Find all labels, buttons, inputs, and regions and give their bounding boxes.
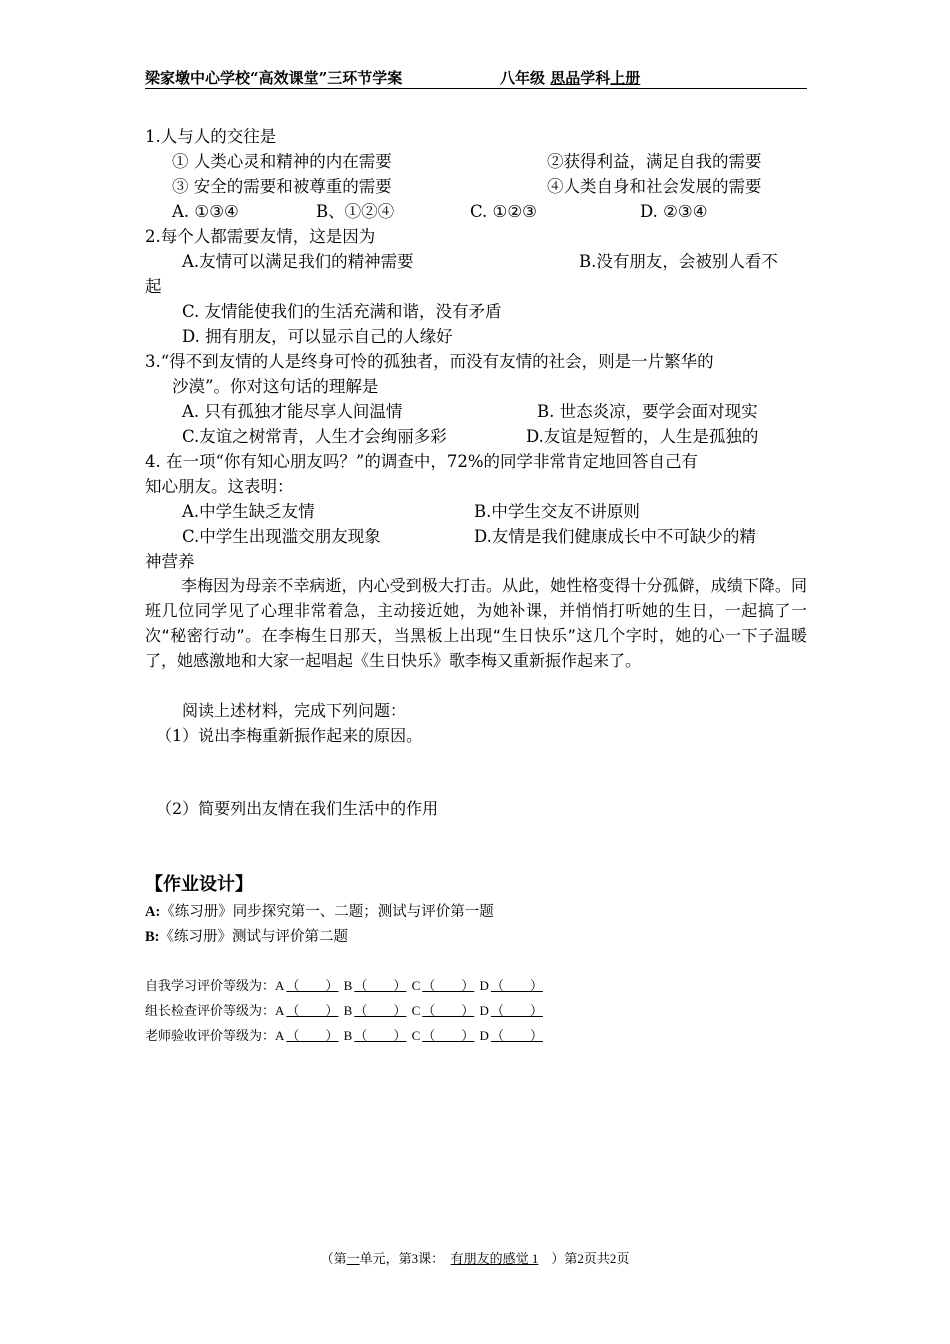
q1-choice-d: D. ②③④ (640, 202, 708, 221)
grade-a-blank: （ ） (286, 978, 339, 993)
grade-b-label: B (343, 1003, 353, 1018)
grade-d-label: D (479, 1003, 489, 1018)
q1-stem: 1.人与人的交往是 (145, 127, 277, 146)
grade-label: 八年级 (500, 69, 546, 87)
evaluation-label: 组长检查评价等级为： (145, 1003, 276, 1018)
grade-d-blank: （ ） (490, 1003, 543, 1018)
grade-b-label: B (343, 1028, 353, 1043)
q4-stem: 4. 在一项“你有知心朋友吗？”的调查中，72%的同学非常肯定地回答自己有 (145, 452, 699, 471)
q3-choice-d: D.友谊是短暂的，人生是孤独的 (526, 427, 759, 446)
q1-choice-c: C. ①②③ (470, 202, 537, 221)
q4-choice-a: A.中学生缺乏友情 (182, 502, 315, 521)
grade-b-blank: （ ） (354, 1003, 407, 1018)
grade-b-blank: （ ） (354, 978, 407, 993)
q1-opt3: ③ 安全的需要和被尊重的需要 (172, 177, 392, 196)
subject-suffix: 学科 (580, 69, 611, 87)
footer-lesson: 有朋友的感觉 1 (450, 1251, 539, 1266)
course-info (500, 67, 640, 88)
grade-c-blank: （ ） (422, 1028, 475, 1043)
grade-a-blank: （ ） (286, 1028, 339, 1043)
q3-stem: 3.“得不到友情的人是终身可怜的孤独者，而没有友情的社会，则是一片繁华的 (145, 352, 714, 371)
grade-a-blank: （ ） (286, 1003, 339, 1018)
evaluation-label: 自我学习评价等级为： (145, 978, 276, 993)
school-title: 梁家墩中心学校“高效课堂”三环节学案 (145, 69, 403, 87)
homework-a-text: 《练习册》同步探究第一、二题；测试与评价第一题 (160, 904, 494, 920)
footer-suffix: ）第2页共2页 (551, 1251, 630, 1266)
homework-b-text: 《练习册》测试与评价第二题 (159, 929, 348, 945)
sub-question-2: （2）简要列出友情在我们生活中的作用 (156, 799, 439, 818)
grade-d-label: D (479, 978, 489, 993)
subject-label: 思品 (550, 69, 581, 87)
material-instruction: 阅读上述材料，完成下列问题： (182, 701, 407, 720)
page-header (145, 64, 807, 89)
material-text: 李梅因为母亲不幸病逝，内心受到极大打击。从此，她性格变得十分孤僻，成绩下降。同班几位同学见了心理非常着急，主动接近她，为她补课，并悄悄打听她的生日，一起搞了一次“秘密行动”。在李梅生日那天，当黑板上出现“生日快乐”这几个字时，她的心一下子温暖了，她感激地和大家一起唱起《生日快乐》歌李梅又重新振作起来了。 (145, 576, 807, 670)
q4-choice-d: D.友情是我们健康成长中不可缺少的精 (474, 527, 756, 546)
grade-c-label: C (411, 978, 421, 993)
q3-stem-2: 沙漠”。你对这句话的理解是 (172, 377, 379, 396)
grade-b-blank: （ ） (354, 1028, 407, 1043)
footer-unit: 一 (346, 1251, 360, 1266)
evaluation-row (145, 1025, 545, 1044)
q2-choice-b-wrap: 起 (145, 277, 162, 296)
q3-choice-c: C.友谊之树常青，人生才会绚丽多彩 (182, 427, 447, 446)
grade-c-label: C (411, 1028, 421, 1043)
q3-choice-b: B. 世态炎凉，要学会面对现实 (537, 402, 758, 421)
q2-choice-a: A.友情可以满足我们的精神需要 (182, 252, 414, 271)
q2-stem: 2.每个人都需要友情，这是因为 (145, 227, 376, 246)
q1-opt4: ④人类自身和社会发展的需要 (547, 177, 762, 196)
grade-b-label: B (343, 978, 353, 993)
q3-choice-a: A. 只有孤独才能尽享人间温情 (182, 402, 403, 421)
homework-a-label: A: (145, 904, 161, 920)
q1-opt1: ① 人类心灵和精神的内在需要 (172, 152, 392, 171)
evaluation-label: 老师验收评价等级为： (145, 1028, 276, 1043)
q2-choice-b: B.没有朋友，会被别人看不 (579, 252, 778, 271)
footer-prefix: （第 (320, 1251, 347, 1266)
homework-a (145, 900, 494, 921)
evaluation-row (145, 1000, 545, 1019)
q4-stem-2: 知心朋友。这表明： (145, 477, 294, 496)
grade-d-blank: （ ） (490, 978, 543, 993)
page-footer (0, 1248, 950, 1267)
q1-opt2: ②获得利益，满足自我的需要 (547, 152, 762, 171)
evaluation-row (145, 975, 545, 994)
q2-choice-d: D. 拥有朋友，可以显示自己的人缘好 (182, 327, 453, 346)
sub-question-1: （1）说出李梅重新振作起来的原因。 (156, 726, 423, 745)
homework-title: 【作业设计】 (145, 874, 253, 895)
footer-mid: 单元，第3课： (359, 1251, 445, 1266)
volume-label: 上册 (610, 69, 641, 87)
grade-d-label: D (479, 1028, 489, 1043)
grade-a-label: A (275, 1028, 285, 1043)
grade-c-label: C (411, 1003, 421, 1018)
q4-choice-c: C.中学生出现滥交朋友现象 (182, 527, 381, 546)
grade-d-blank: （ ） (490, 1028, 543, 1043)
q1-choice-b: B、①②④ (316, 202, 395, 221)
q4-choice-d-wrap: 神营养 (145, 552, 195, 571)
grade-a-label: A (275, 1003, 285, 1018)
homework-b-label: B: (145, 929, 160, 945)
grade-c-blank: （ ） (422, 1003, 475, 1018)
q1-choice-a: A. ①③④ (172, 202, 239, 221)
homework-b (145, 925, 348, 946)
grade-a-label: A (275, 978, 285, 993)
q2-choice-c: C. 友情能使我们的生活充满和谐，没有矛盾 (182, 302, 502, 321)
grade-c-blank: （ ） (422, 978, 475, 993)
q4-choice-b: B.中学生交友不讲原则 (474, 502, 640, 521)
